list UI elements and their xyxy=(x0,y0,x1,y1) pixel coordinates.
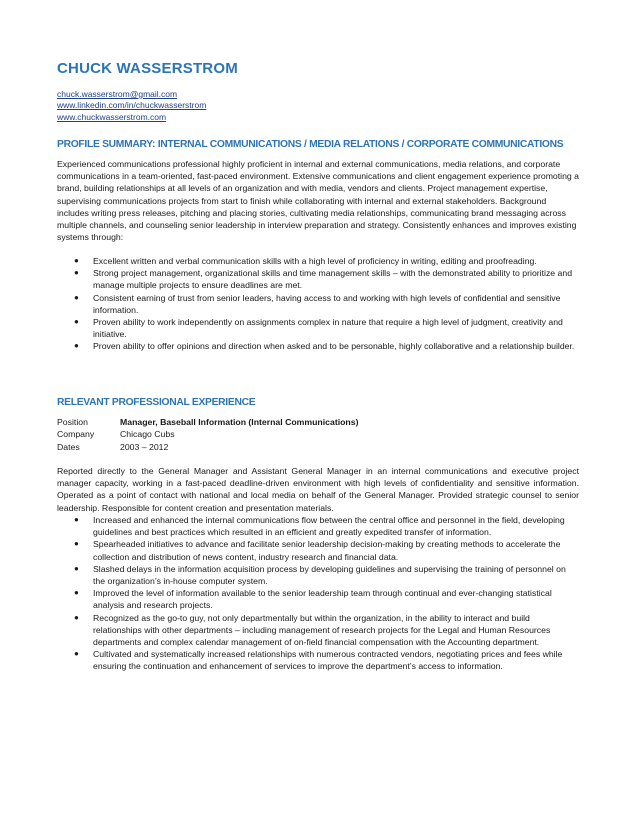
position-row xyxy=(57,416,358,428)
position-value: Manager, Baseball Information (Internal Communications) xyxy=(120,417,359,427)
list-item: ● Proven ability to offer opinions and direction when asked and to be personable, highly collaborative and a relationship builder. xyxy=(74,341,575,352)
bullet-icon: ● xyxy=(74,612,79,622)
dates-label: Dates xyxy=(57,441,80,452)
company-row xyxy=(57,428,358,440)
dates-value: 2003 – 2012 xyxy=(120,441,169,452)
bullet-icon: ● xyxy=(74,563,79,573)
bullet-icon: ● xyxy=(74,588,79,598)
bullet-icon: ● xyxy=(74,317,79,327)
bullet-icon: ● xyxy=(74,515,79,524)
list-item: ● Cultivated and systematically increased relationships with numerous contracted vendors, negotiating prices and fees while ensuring the continuation and enhancement of services to improve the department’s access to information. xyxy=(74,649,563,672)
bullet-icon: ● xyxy=(74,341,79,351)
list-item: ● Strong project management, organizational skills and time management skills – with the demonstrated ability to prioritize and manage multiple projects to ensure deadlines are met. xyxy=(74,268,573,291)
bullet-icon: ● xyxy=(74,539,79,549)
profile-summary-text: Experienced communications professional highly proficient in internal and external communications, media relations, and corporate communications in a team-oriented, fast-paced environment. Extensive communications and client engagement experience promoting a brand, building relationships at all levels of an organization and with media, vendors and clients. Project management expertise, supervising communications projects from start to finish while collaborating with internal and external stakeholders. Background includes writing press releases, pitching and placing stories, cultivating media relationships, communicating brand messaging across multiple channels, and counseling senior leadership in interview preparation and strategy. Consistently enhances and improves existing systems through: xyxy=(57,159,580,243)
list-item: ● Slashed delays in the information acquisition process by developing guidelines and supervising the training of personnel on the organization’s in-house computer system. xyxy=(74,563,566,587)
company-value: Chicago Cubs xyxy=(120,429,175,440)
bullet-icon: ● xyxy=(74,649,79,659)
website-link[interactable]: www.chuckwasserstrom.com xyxy=(57,112,167,122)
list-item: ● Consistent earning of trust from senior leaders, having access to and working with high levels of confidential and sensitive information. xyxy=(74,292,561,315)
list-item: ● Proven ability to work independently on assignments complex in nature that require a high level of judgment, creativity and initiative. xyxy=(74,317,563,340)
bullet-icon: ● xyxy=(74,268,79,278)
bullet-icon: ● xyxy=(74,292,79,302)
list-item: ● Spearheaded initiatives to advance and facilitate senior leadership decision-making by creating methods to accelerate the collection and distribution of news content, industry research and financial data. xyxy=(74,539,561,562)
dates-row xyxy=(57,441,358,453)
candidate-name: CHUCK WASSERSTROM xyxy=(57,60,238,77)
email-link[interactable]: chuck.wasserstrom@gmail.com xyxy=(57,89,178,99)
list-item: ● Recognized as the go-to guy, not only departmentally but within the organization, in the ability to interact and build relationships with other departments – including management of research projects for the Legal and Human Resources departments and complex calendar management of on-field financial compensation with the Accounting department. xyxy=(74,612,551,648)
experience-bullet-list xyxy=(57,514,579,673)
job-details xyxy=(57,416,358,453)
profile-bullet-list xyxy=(57,255,579,353)
experience-heading: RELEVANT PROFESSIONAL EXPERIENCE xyxy=(57,397,256,408)
job-description: Reported directly to the General Manager and Assistant General Manager in an internal communications and executive project manager capacity, working in a fast-paced deadline-driven environment with high levels of confidentiality and sensitive information. Operated as a point of contact with national and local media on behalf of the General Manager. Provided strategic counsel to senior leadership. Responsible for content creation and presentation materials. xyxy=(57,466,579,513)
position-label: Position xyxy=(57,417,88,427)
list-item: ● Excellent written and verbal communication skills with a high level of proficiency in writing, editing and proofreading. xyxy=(74,256,537,266)
profile-summary-heading: PROFILE SUMMARY: INTERNAL COMMUNICATIONS / MEDIA RELATIONS / CORPORATE COMMUNICATIONS xyxy=(57,139,564,150)
company-label: Company xyxy=(57,429,95,440)
bullet-icon: ● xyxy=(74,256,79,265)
list-item: ● Increased and enhanced the internal communications flow between the central office and personnel in the field, developing guidelines and best practices which resulted in an efficient and greatly expedited transfer of information. xyxy=(74,515,565,538)
linkedin-link[interactable]: www.linkedin.com/in/chuckwasserstrom xyxy=(57,100,207,110)
list-item: ● Improved the level of information available to the senior leadership team through continual and ever-changing statistical analysis and research projects. xyxy=(74,588,552,611)
